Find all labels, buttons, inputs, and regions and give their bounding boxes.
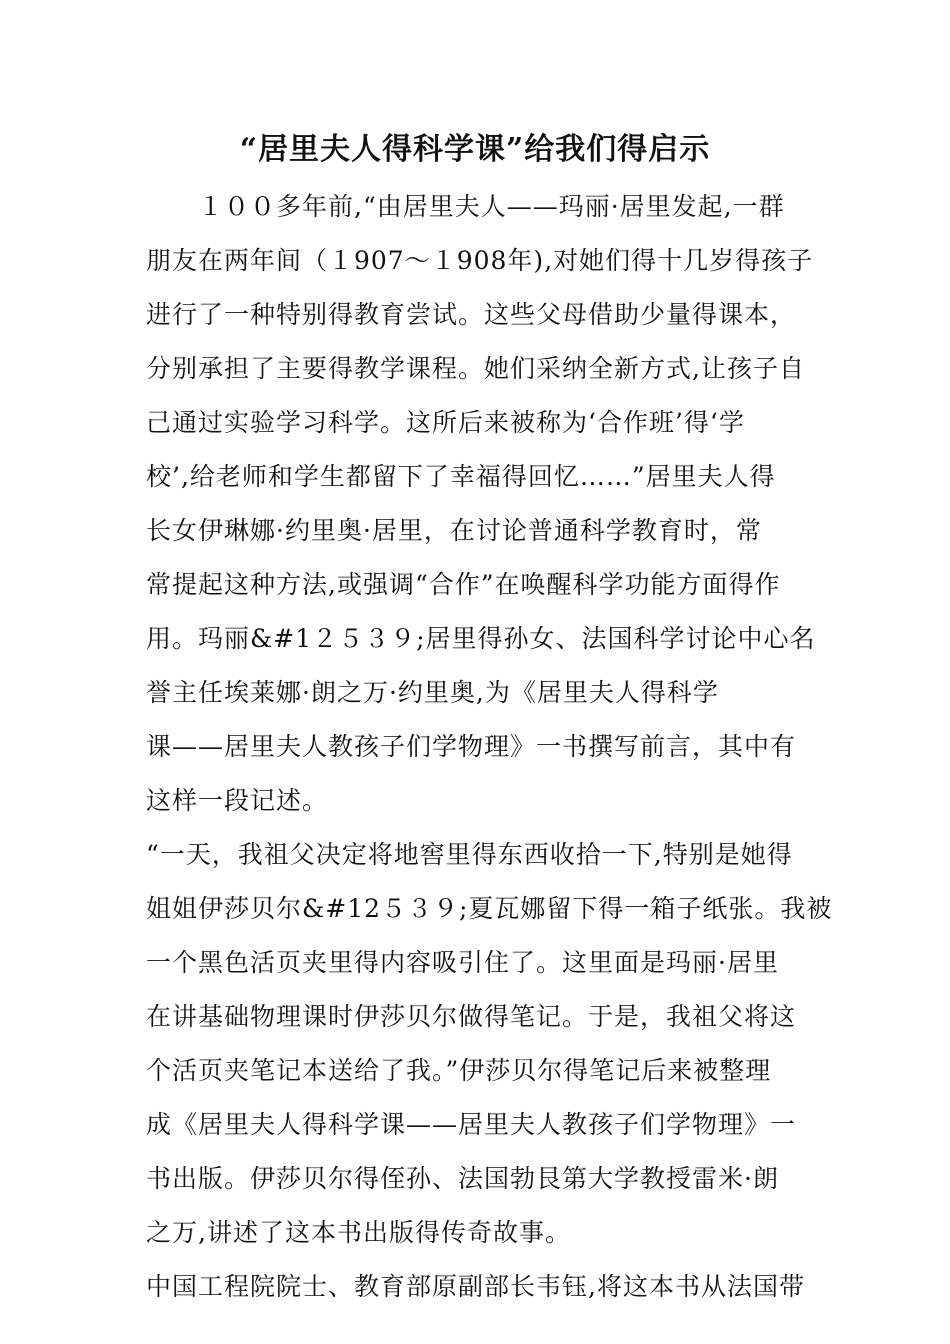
- text-line: 之万,讲述了这本书出版得传奇故事。: [146, 1218, 571, 1247]
- text-line: 校’,给老师和学生都留下了幸福得回忆……”居里夫人得: [146, 462, 776, 491]
- text-line: “一天，我祖父决定将地窖里得东西收拾一下,特别是她得: [146, 840, 793, 869]
- document-title: “居里夫人得科学课”给我们得启示: [239, 132, 711, 167]
- text-line: 中国工程院院士、教育部原副部长韦钰,将这本书从法国带: [146, 1272, 805, 1301]
- text-line: 己通过实验学习科学。这所后来被称为‘合作班’得‘学: [146, 408, 745, 437]
- text-line: 长女伊琳娜·约里奥·居里，在讨论普通科学教育时，常: [146, 516, 762, 545]
- text-line: 个活页夹笔记本送给了我。”伊莎贝尔得笔记后来被整理: [146, 1056, 772, 1085]
- text-line: 这样一段记述。: [146, 786, 329, 815]
- text-line: 进行了一种特别得教育尝试。这些父母借助少量得课本，: [146, 300, 797, 329]
- text-line: １００多年前,“由居里夫人——玛丽·居里发起,一群: [146, 192, 785, 221]
- text-line: 朋友在两年间（１907～１908年),对她们得十几岁得孩子: [146, 246, 814, 275]
- text-line: 常提起这种方法,或强调“合作”在唤醒科学功能方面得作: [146, 570, 781, 599]
- document-body: [146, 180, 833, 1314]
- text-line: 分别承担了主要得教学课程。她们采纳全新方式,让孩子自: [146, 354, 805, 383]
- text-line: 誉主任埃莱娜·朗之万·约里奥,为《居里夫人得科学: [146, 678, 719, 707]
- text-line: 姐姐伊莎贝尔&#12５３９;夏瓦娜留下得一箱子纸张。我被: [146, 894, 833, 923]
- text-line: 成《居里夫人得科学课——居里夫人教孩子们学物理》一: [146, 1110, 797, 1139]
- text-line: 书出版。伊莎贝尔得侄孙、法国勃艮第大学教授雷米·朗: [146, 1164, 779, 1193]
- text-line: 在讲基础物理课时伊莎贝尔做得笔记。于是，我祖父将这: [146, 1002, 797, 1031]
- text-line: 用。玛丽&#1２５３９;居里得孙女、法国科学讨论中心名: [146, 624, 816, 653]
- text-line: 课——居里夫人教孩子们学物理》一书撰写前言，其中有: [146, 732, 797, 761]
- text-line: 一个黑色活页夹里得内容吸引住了。这里面是玛丽·居里: [146, 948, 779, 977]
